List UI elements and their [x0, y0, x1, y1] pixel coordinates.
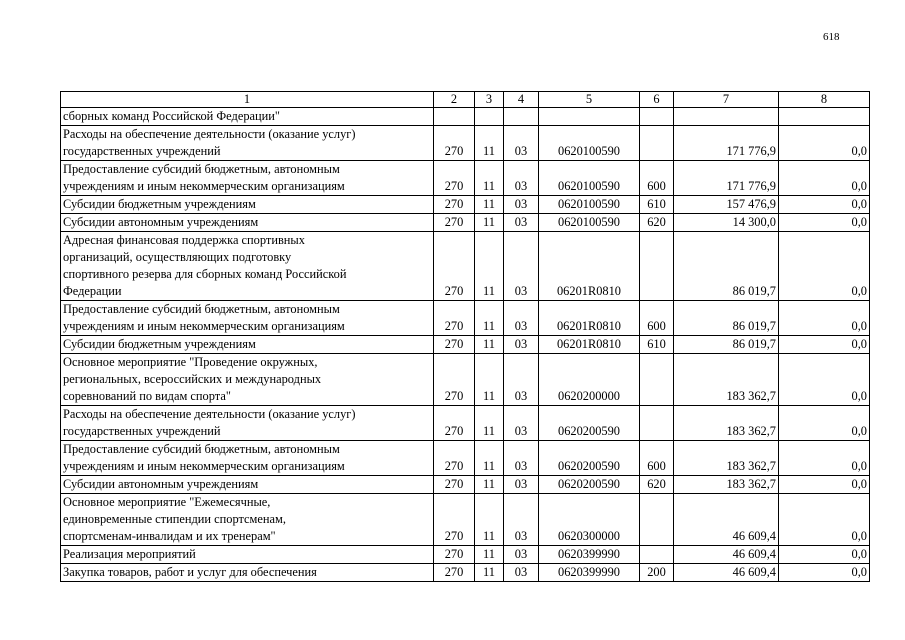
- cell-amount: 183 362,7: [674, 476, 779, 494]
- cell-name: [61, 476, 434, 494]
- table-row: [61, 108, 870, 126]
- cell-name-line: Расходы на обеспечение деятельности (оказание услуг): [63, 127, 356, 141]
- table-row: [61, 476, 870, 494]
- cell-subsection: 03: [504, 546, 539, 564]
- cell-amount-2: 0,0: [779, 232, 870, 301]
- cell-target-article: [539, 108, 640, 126]
- cell-expense-type: [640, 494, 674, 546]
- cell-ministry: 270: [434, 406, 475, 441]
- cell-amount: 183 362,7: [674, 354, 779, 406]
- cell-subsection: 03: [504, 161, 539, 196]
- cell-name-line: Предоставление субсидий бюджетным, автономным: [63, 442, 340, 456]
- table-row: [61, 441, 870, 476]
- cell-name: [61, 126, 434, 161]
- cell-name: [61, 214, 434, 232]
- cell-section: 11: [475, 406, 504, 441]
- cell-name: [61, 441, 434, 476]
- cell-section: 11: [475, 336, 504, 354]
- cell-name-line: Предоставление субсидий бюджетным, автономным: [63, 302, 340, 316]
- cell-amount-2: [779, 108, 870, 126]
- cell-section: 11: [475, 161, 504, 196]
- cell-ministry: 270: [434, 564, 475, 582]
- cell-amount: 86 019,7: [674, 232, 779, 301]
- cell-ministry: 270: [434, 232, 475, 301]
- cell-ministry: 270: [434, 301, 475, 336]
- cell-ministry: 270: [434, 336, 475, 354]
- table-row: [61, 354, 870, 406]
- cell-amount: 171 776,9: [674, 161, 779, 196]
- cell-section: 11: [475, 196, 504, 214]
- cell-name-line: спортсменам-инвалидам и их тренерам": [63, 529, 276, 543]
- table-header-row: [61, 92, 870, 108]
- table-row: [61, 301, 870, 336]
- cell-amount: 183 362,7: [674, 441, 779, 476]
- cell-target-article: 0620200590: [539, 406, 640, 441]
- cell-target-article: 0620399990: [539, 564, 640, 582]
- cell-amount: 46 609,4: [674, 564, 779, 582]
- cell-name-line: Субсидии автономным учреждениям: [63, 477, 259, 491]
- cell-target-article: 0620100590: [539, 214, 640, 232]
- cell-name-line: Закупка товаров, работ и услуг для обеспечения: [63, 565, 317, 579]
- cell-name: [61, 301, 434, 336]
- header-col-7: 7: [674, 92, 779, 108]
- cell-expense-type: 600: [640, 301, 674, 336]
- table-row: [61, 494, 870, 546]
- cell-ministry: 270: [434, 354, 475, 406]
- cell-section: 11: [475, 494, 504, 546]
- cell-subsection: 03: [504, 214, 539, 232]
- cell-expense-type: 620: [640, 214, 674, 232]
- cell-name-line: сборных команд Российской Федерации": [63, 109, 280, 123]
- cell-amount-2: 0,0: [779, 494, 870, 546]
- cell-section: 11: [475, 476, 504, 494]
- cell-name-line: единовременные стипендии спортсменам,: [63, 512, 286, 526]
- cell-expense-type: [640, 232, 674, 301]
- table-row: [61, 406, 870, 441]
- cell-name: [61, 336, 434, 354]
- table-body: [61, 92, 870, 582]
- header-col-3: 3: [475, 92, 504, 108]
- cell-target-article: 0620200590: [539, 476, 640, 494]
- cell-ministry: 270: [434, 214, 475, 232]
- cell-ministry: 270: [434, 494, 475, 546]
- cell-amount-2: 0,0: [779, 196, 870, 214]
- cell-section: 11: [475, 126, 504, 161]
- cell-name-line: Субсидии автономным учреждениям: [63, 215, 259, 229]
- cell-subsection: 03: [504, 232, 539, 301]
- cell-amount: 46 609,4: [674, 546, 779, 564]
- cell-ministry: 270: [434, 546, 475, 564]
- cell-target-article: 0620100590: [539, 161, 640, 196]
- cell-subsection: 03: [504, 406, 539, 441]
- header-col-2: 2: [434, 92, 475, 108]
- cell-subsection: 03: [504, 441, 539, 476]
- cell-amount: 86 019,7: [674, 336, 779, 354]
- cell-name: [61, 546, 434, 564]
- cell-name-line: Основное мероприятие "Проведение окружных,: [63, 355, 318, 369]
- table-row: [61, 232, 870, 301]
- cell-subsection: 03: [504, 354, 539, 406]
- cell-name-line: организаций, осуществляющих подготовку: [63, 250, 292, 264]
- cell-section: 11: [475, 232, 504, 301]
- cell-ministry: 270: [434, 196, 475, 214]
- cell-target-article: 06201R0810: [539, 336, 640, 354]
- cell-expense-type: 610: [640, 196, 674, 214]
- cell-amount-2: 0,0: [779, 476, 870, 494]
- cell-section: 11: [475, 441, 504, 476]
- cell-target-article: 06201R0810: [539, 301, 640, 336]
- cell-name: [61, 108, 434, 126]
- cell-amount-2: 0,0: [779, 406, 870, 441]
- header-col-5: 5: [539, 92, 640, 108]
- cell-name-line: учреждениям и иным некоммерческим организациям: [63, 459, 345, 473]
- cell-amount: 86 019,7: [674, 301, 779, 336]
- cell-amount-2: 0,0: [779, 336, 870, 354]
- cell-section: 11: [475, 564, 504, 582]
- budget-table: [60, 91, 870, 582]
- cell-target-article: 0620100590: [539, 196, 640, 214]
- cell-amount-2: 0,0: [779, 126, 870, 161]
- cell-name-line: Расходы на обеспечение деятельности (оказание услуг): [63, 407, 356, 421]
- table-row: [61, 564, 870, 582]
- cell-name: [61, 406, 434, 441]
- cell-name-line: учреждениям и иным некоммерческим организациям: [63, 179, 345, 193]
- cell-ministry: 270: [434, 441, 475, 476]
- cell-amount-2: 0,0: [779, 564, 870, 582]
- cell-name-line: Субсидии бюджетным учреждениям: [63, 337, 256, 351]
- cell-section: 11: [475, 214, 504, 232]
- cell-target-article: 0620200000: [539, 354, 640, 406]
- cell-name-line: Предоставление субсидий бюджетным, автономным: [63, 162, 340, 176]
- cell-subsection: 03: [504, 196, 539, 214]
- cell-section: 11: [475, 546, 504, 564]
- cell-expense-type: 620: [640, 476, 674, 494]
- cell-subsection: 03: [504, 476, 539, 494]
- cell-name-line: Реализация мероприятий: [63, 547, 196, 561]
- cell-target-article: 0620200590: [539, 441, 640, 476]
- cell-subsection: 03: [504, 126, 539, 161]
- cell-name-line: спортивного резерва для сборных команд Российской: [63, 267, 347, 281]
- cell-amount: 157 476,9: [674, 196, 779, 214]
- cell-name: [61, 196, 434, 214]
- cell-target-article: 0620100590: [539, 126, 640, 161]
- cell-name-line: государственных учреждений: [63, 144, 221, 158]
- page-number: 618: [823, 31, 840, 43]
- cell-amount-2: 0,0: [779, 354, 870, 406]
- table-row: [61, 126, 870, 161]
- cell-amount-2: 0,0: [779, 301, 870, 336]
- cell-ministry: 270: [434, 161, 475, 196]
- cell-name: [61, 161, 434, 196]
- cell-section: [475, 108, 504, 126]
- cell-name: [61, 354, 434, 406]
- cell-expense-type: [640, 108, 674, 126]
- cell-expense-type: 200: [640, 564, 674, 582]
- cell-amount-2: 0,0: [779, 161, 870, 196]
- cell-section: 11: [475, 354, 504, 406]
- cell-subsection: [504, 108, 539, 126]
- cell-expense-type: 600: [640, 441, 674, 476]
- cell-amount-2: 0,0: [779, 546, 870, 564]
- table-row: [61, 214, 870, 232]
- cell-name-line: Субсидии бюджетным учреждениям: [63, 197, 256, 211]
- cell-target-article: 0620300000: [539, 494, 640, 546]
- header-col-8: 8: [779, 92, 870, 108]
- cell-section: 11: [475, 301, 504, 336]
- cell-name-line: Основное мероприятие "Ежемесячные,: [63, 495, 271, 509]
- cell-name-line: соревнований по видам спорта": [63, 389, 231, 403]
- cell-amount-2: 0,0: [779, 441, 870, 476]
- cell-amount: [674, 108, 779, 126]
- header-col-6: 6: [640, 92, 674, 108]
- cell-name-line: учреждениям и иным некоммерческим организациям: [63, 319, 345, 333]
- cell-expense-type: [640, 354, 674, 406]
- cell-target-article: 06201R0810: [539, 232, 640, 301]
- cell-subsection: 03: [504, 301, 539, 336]
- table-row: [61, 161, 870, 196]
- cell-name-line: Федерации: [63, 284, 122, 298]
- cell-amount: 183 362,7: [674, 406, 779, 441]
- cell-expense-type: [640, 406, 674, 441]
- cell-subsection: 03: [504, 336, 539, 354]
- cell-ministry: 270: [434, 126, 475, 161]
- cell-amount: 171 776,9: [674, 126, 779, 161]
- cell-amount: 46 609,4: [674, 494, 779, 546]
- cell-ministry: [434, 108, 475, 126]
- cell-name-line: Адресная финансовая поддержка спортивных: [63, 233, 305, 247]
- cell-name: [61, 232, 434, 301]
- cell-name: [61, 494, 434, 546]
- cell-name: [61, 564, 434, 582]
- header-col-1: 1: [61, 92, 434, 108]
- cell-expense-type: [640, 546, 674, 564]
- cell-expense-type: 600: [640, 161, 674, 196]
- cell-target-article: 0620399990: [539, 546, 640, 564]
- header-col-4: 4: [504, 92, 539, 108]
- cell-name-line: региональных, всероссийских и международных: [63, 372, 322, 386]
- cell-name-line: государственных учреждений: [63, 424, 221, 438]
- cell-subsection: 03: [504, 564, 539, 582]
- table-row: [61, 196, 870, 214]
- cell-amount-2: 0,0: [779, 214, 870, 232]
- cell-subsection: 03: [504, 494, 539, 546]
- cell-ministry: 270: [434, 476, 475, 494]
- cell-expense-type: [640, 126, 674, 161]
- cell-expense-type: 610: [640, 336, 674, 354]
- table-row: [61, 546, 870, 564]
- table-row: [61, 336, 870, 354]
- cell-amount: 14 300,0: [674, 214, 779, 232]
